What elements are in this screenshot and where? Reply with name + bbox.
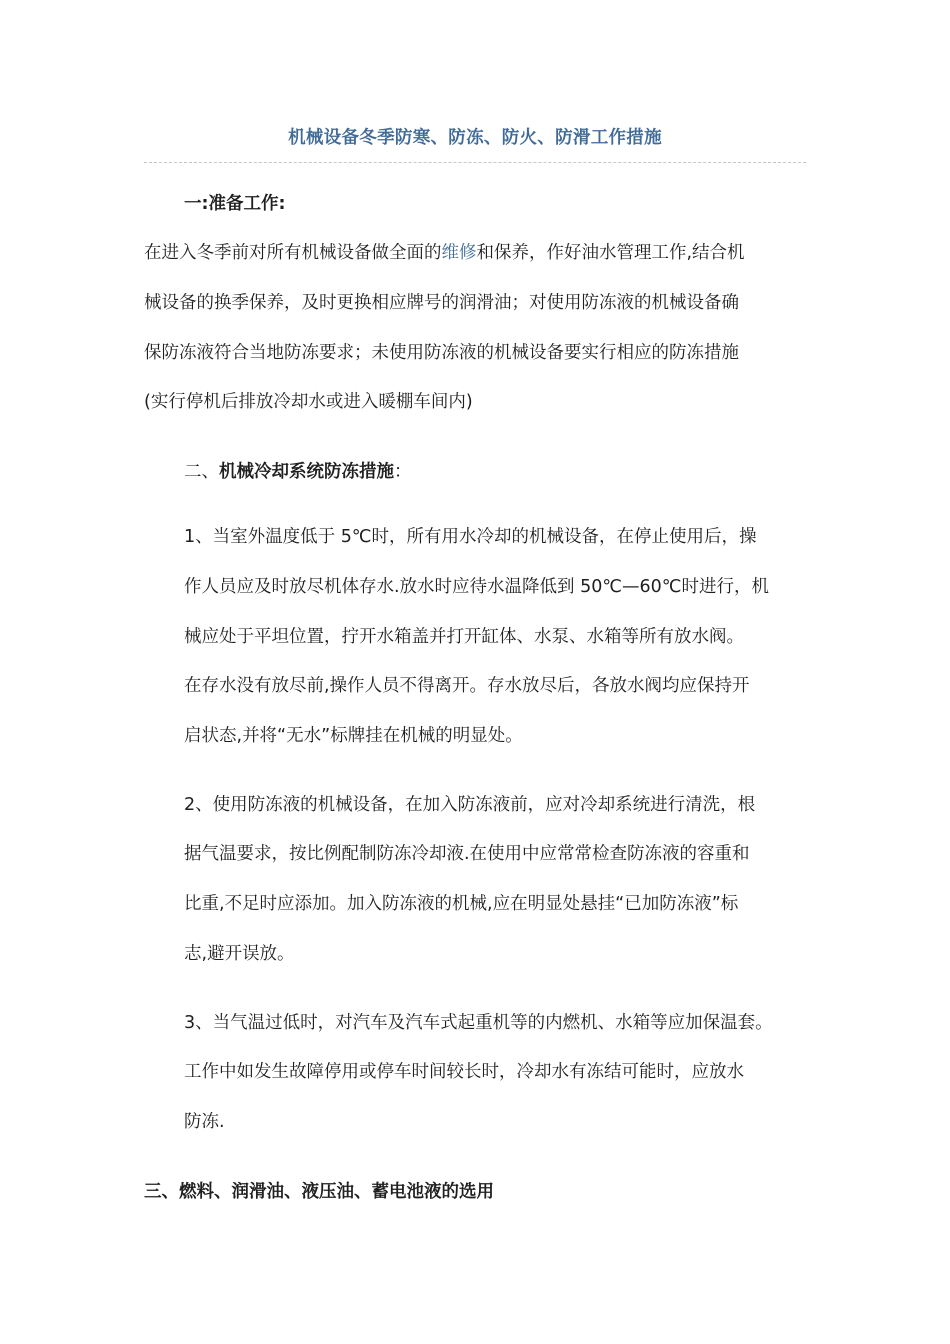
section2-heading-bold: 机械冷却系统防冻措施 bbox=[219, 462, 394, 482]
section3-heading: 三、燃料、润滑油、液压油、蓄电池液的选用 bbox=[144, 1182, 494, 1202]
item3-line1: 3、当气温过低时，对汽车及汽车式起重机等的内燃机、水箱等应加保温套。 bbox=[184, 1013, 773, 1033]
item1-line3: 械应处于平坦位置，拧开水箱盖并打开缸体、水泵、水箱等所有放水阀。 bbox=[184, 627, 744, 647]
item1-line5: 启状态,并将“无水”标牌挂在机械的明显处。 bbox=[184, 726, 523, 746]
item2-line4: 志,避开误放。 bbox=[184, 944, 295, 964]
section1-line3: 保防冻液符合当地防冻要求；未使用防冻液的机械设备要实行相应的防冻措施 bbox=[144, 343, 739, 363]
section2-heading-suffix: ： bbox=[394, 462, 412, 482]
section1-heading: 一:准备工作: bbox=[184, 194, 286, 214]
item2-line1: 2、使用防冻液的机械设备，在加入防冻液前，应对冷却系统进行清洗，根 bbox=[184, 795, 756, 815]
item1-line4: 在存水没有放尽前,操作人员不得离开。存水放尽后，各放水阀均应保持开 bbox=[184, 676, 750, 696]
item2-line3: 比重,不足时应添加。加入防冻液的机械,应在明显处悬挂“已加防冻液”标 bbox=[184, 894, 739, 914]
section1-line1 bbox=[144, 241, 745, 265]
section2-heading bbox=[184, 460, 412, 484]
repair-link[interactable]: 维修 bbox=[441, 243, 477, 263]
section1-line1-pre: 在进入冬季前对所有机械设备做全面的 bbox=[144, 243, 442, 263]
item2-line2: 据气温要求，按比例配制防冻冷却液.在使用中应常常检查防冻液的容重和 bbox=[184, 844, 750, 864]
document-title: 机械设备冬季防寒、防冻、防火、防滑工作措施 bbox=[288, 128, 662, 148]
item1-line1: 1、当室外温度低于 5℃时，所有用水冷却的机械设备，在停止使用后，操 bbox=[184, 527, 757, 547]
section2-heading-prefix: 二、 bbox=[184, 462, 219, 482]
title-divider bbox=[144, 162, 806, 163]
item1-line2: 作人员应及时放尽机体存水.放水时应待水温降低到 50℃—60℃时进行，机 bbox=[184, 577, 769, 597]
section1-line2: 械设备的换季保养，及时更换相应牌号的润滑油；对使用防冻液的机械设备确 bbox=[144, 293, 739, 313]
section1-line1-post: 和保养，作好油水管理工作,结合机 bbox=[476, 243, 745, 263]
section1-line4: (实行停机后排放冷却水或进入暖棚车间内) bbox=[144, 392, 473, 412]
item3-line2: 工作中如发生故障停用或停车时间较长时，冷却水有冻结可能时，应放水 bbox=[184, 1062, 744, 1082]
item3-line3: 防冻. bbox=[184, 1112, 225, 1132]
